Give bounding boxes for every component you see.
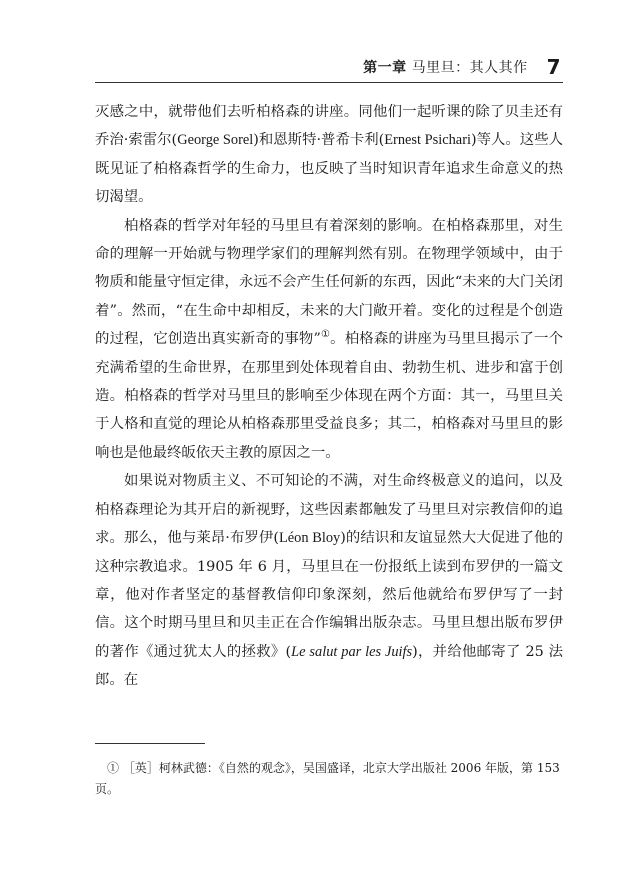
main-text — [95, 98, 563, 695]
footnote — [95, 758, 563, 800]
footnote-marker: ① — [107, 761, 120, 775]
paragraph-2-text-b: 。柏格森的讲座为马里旦揭示了一个充满希望的生命世界，在那里到处体现着自由、勃勃生机、进步和富于创造。柏格森的哲学对马里旦的影响至少体现在两个方面：其一，马里旦关于人格和直觉的理论从柏格森那里受益良多；其二，柏格森对马里旦的影响也是他最终皈依天主教的原因之一。 — [95, 331, 563, 461]
name-leon-bloy: Léon Bloy — [278, 530, 341, 547]
paragraph-3-text-b: )的结识和友谊显然大大促进了他的这种宗教追求。1905 年 6 月，马里旦在一份报纸上读到布罗伊的一篇文章，他对作者坚定的基督教信仰印象深刻，然后他就给布罗伊写了一封信。这个时期马里旦和贝圭正在合作编辑出版杂志。马里旦想出版布罗伊的著作《通过犹太人的拯救》( — [95, 530, 563, 660]
name-ernest-psichari: Ernest Psichari — [384, 132, 471, 149]
footnote-rule — [95, 743, 205, 744]
book-title-italic: Le salut par les Juifs — [291, 643, 413, 660]
paragraph-1 — [95, 98, 563, 212]
paragraph-1-text-c: )等人。这些人既见证了柏格森哲学的生命力，也反映了当时知识青年追求生命意义的热切渴望。 — [95, 132, 563, 206]
header-rule — [95, 82, 563, 83]
paragraph-3-text-c: )，并给他邮寄了 25 法郎。在 — [95, 643, 563, 689]
paragraph-2-text-a: 柏格森的哲学对年轻的马里旦有着深刻的影响。在柏格森那里，对生命的理解一开始就与物理学家们的理解判然有别。在物理学领域中，由于物质和能量守恒定律，永远不会产生任何新的东西，因此“未来的大门关闭着”。然而，“在生命中却相反，未来的大门敞开着。变化的过程是个创造的过程，它创造出真实新奇的事物” — [95, 217, 563, 348]
paragraph-1-text-b: )和恩斯特·普希卡利( — [253, 132, 385, 149]
page-number: 7 — [546, 55, 561, 79]
name-george-sorel: George Sorel — [177, 132, 254, 149]
paragraph-3 — [95, 467, 563, 694]
running-header — [363, 55, 561, 79]
footnote-reference[interactable]: ① — [320, 329, 331, 341]
paragraph-3-text-a: 如果说对物质主义、不可知论的不满，对生命终极意义的追问，以及柏格森理论为其开启的新视野，这些因素都触发了马里旦对宗教信仰的追求。那么，他与莱昂·布罗伊( — [95, 473, 563, 547]
paragraph-2 — [95, 212, 563, 468]
footnote-text: ［英］柯林武德：《自然的观念》，吴国盛译，北京大学出版社 2006 年版，第 153 页。 — [95, 761, 560, 796]
paragraph-1-text-a: 灭感之中，就带他们去听柏格森的讲座。同他们一起听课的除了贝圭还有乔治·索雷尔( — [95, 104, 563, 149]
chapter-title: 马里旦：其人其作 — [411, 60, 528, 76]
chapter-label: 第一章 — [363, 60, 407, 76]
